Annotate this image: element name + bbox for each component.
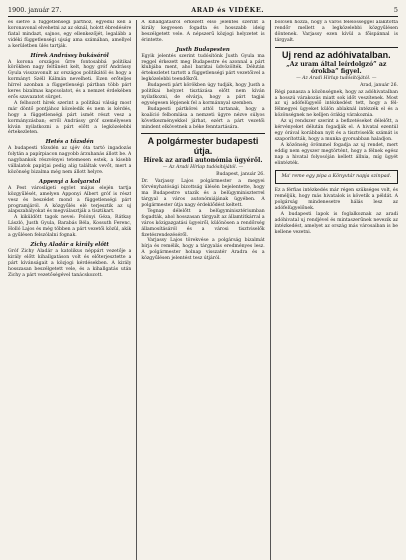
- article-text: Varjassy Lajos törekvése a polgárság bizalmát bírja és remélik, hogy a tárgyalás eredményes lesz. A polgármester holnap visszatér Aradra és a közgyűlésen jelentést tesz útjáról.: [141, 238, 265, 262]
- article-text: A Pest városligeti egylet május elején tartja közgyűlését, amelyen Apponyi Albert gróf is részt vesz és beszédet mond a függetlenségi párt programjáról. A közgyűlés elé terjesztik az uj alapszabályokat és megválasztják a tisztikart.: [8, 185, 132, 215]
- boxed-notice: Ma' reme egy pipa a Könyvtár napja szinpad.: [275, 170, 398, 184]
- article-text: Dr. Varjassy Lajos polgármester a megyei törvényhatósági bizottság ülésén bejelentette, hogy ma Budapestre utazik és a belügyminiszterrel tárgyal a város autonómiájának ügyében. A polgármester útja nagy érdeklődést keltett.: [141, 179, 265, 209]
- article-subheadline: „Az uram által leírdolgzó” az órokba” figyel.: [286, 60, 387, 75]
- article-text: A korona országos űrre fontosabbá politikai körökben nagy feltűnést kelt, hogy gróf Andrássy Gyula visszavonult az országos politikától és hogy a kormányt Széll Kálmán nevelheti. Ezen erőteljes hírrel azonban a függetlenségi pártban több párt keres bizalmas kapcsolatot, és a nemzet érdekében erős szavazatot sürget.: [8, 59, 132, 100]
- article-text: A kiküldött tagok nevei: Polónyi Géza, Rátkay László, Justh Gyula, Barabás Béla, Kossuth Ferenc, Holló Lajos és még többen a párt vezetői közül, akik a gyűlésen felszólalni fognak.: [8, 215, 132, 239]
- article-text: A felhozott hírek szerint a politikai válság most már döntő pontjához közeledik és nem is kérdés, hogy a függetlenségi párt ismét részt vesz a kormányzásban; erről Andrássy gróf személyesen kíván nyilatkozni a párt előtt a legközelebbi értekezleten.: [8, 100, 132, 136]
- article-text: Tegnap délelőtt a belügyminisztériumban fogadták, ahol hosszasan tárgyalt az államtitkárral a város közigazgatási ügyeiről, különösen a rendőrség államosításáról és a városi tisztviselők fizetésrendezéséről.: [141, 208, 265, 238]
- divider: [141, 133, 264, 134]
- article-text: Egyik jelentés szerint tudósítónk Justh Gyula ma reggel érkezett meg Budapestre és azonnal a párt klubjába ment, ahol barátai üdvözölték. Délután értekezletet tartott a függetlenségi párt vezetőivel a legközelebbi teendőkről.: [141, 53, 265, 83]
- page-number: 5: [393, 6, 398, 14]
- article-text: A budapesti lapok is foglalkoznak az aradi adóhivatal uj rendjével és mintaszerűnek nevezik az intézkedést, amelyet az ország más városaiban is be kellene vezetni.: [274, 212, 398, 235]
- section-heading: Justh Budapesten: [176, 46, 230, 53]
- article-text: bölcsen hozzá, hogy a város felelősséggel alakította rendőr mellett a legközelebbi közgyűlésen döntenek. Varjassy ezen kívül a főispánnal is tárgyalt.: [274, 20, 398, 43]
- article-text: és sietve a függetlenségi párthoz, egyedül kell a koronavonal elvehetni az az oknál, holott ébredésére fiatal mindazt, sajnos, egy ellenkezőjét, legalább a vidéki függetlenségi ujság ama számában, amellyel a kerületben ülés tartják.: [8, 20, 132, 49]
- section-heading: Hetés a tőzsdén: [45, 139, 94, 146]
- article-text: Régi panasza a közönségnek, hogy az adóhivatalban a hosszú várakozás miatt sok időt veszítenek. Most az uj adófelügyelő intézkedést tett, hogy a fél-félmegyei ügyeket külön ablaknál intézzék el és a közönségnek ne kelljen órákig várakoznia.: [274, 89, 398, 119]
- byline: — Az Aradi Hírlap tudósítójától. —: [296, 75, 377, 81]
- article-text: A közönség örömmel fogadja az uj rendet, mert eddig nem egyszer megtörtént, hogy a félnek egész nap a hivatal folyosóján kellett állnia, míg ügyét elintézték.: [274, 142, 398, 166]
- dateline: Arad, január 26.: [360, 82, 398, 88]
- newspaper-title: ARAD és VIDÉKE.: [191, 6, 265, 14]
- section-heading: Hírek Andrássy bukásáról: [30, 52, 109, 59]
- article-subheadline: Hírek az aradi autonómia ügyéről.: [143, 157, 263, 165]
- article-headline: Uj rend az adóhivatalban.: [282, 49, 391, 60]
- article-text: Az uj rendszer szerint a befizetéseket délelőtt, a kérvényeket délután fogadják el. A hivatal ezentúl egy órával korábban nyit és a tisztviselők számát is szaporították, hogy a munka gyorsabban haladjon.: [274, 119, 398, 142]
- issue-date: 1900. január 27.: [8, 6, 62, 14]
- columns: [8, 20, 398, 560]
- dateline: Budapest, január 26.: [216, 172, 265, 178]
- article-headline: A polgármester budapesti útja.: [147, 136, 259, 157]
- section-heading: Zichy Aladár a király előtt: [30, 242, 109, 248]
- divider: [275, 47, 398, 48]
- column-3: [270, 20, 398, 560]
- byline: — Az Aradi Hírlap tudósítójától. —: [162, 165, 244, 171]
- masthead: [8, 6, 398, 17]
- column-1: [8, 20, 131, 560]
- column-2: [136, 20, 264, 560]
- section-heading: Appenyi a kolyarstol: [38, 178, 101, 185]
- article-text: Budapesti párt körökben úgy tudják, hogy Justh a politikai helyzet tisztázása előtt nem kíván nyilatkozni, de elvárja, hogy a párt tagjai egységesen lépjenek fel a kormánnyal szemben.: [141, 83, 265, 106]
- article-text: A kihallgatásról érkezett első jelentés szerint a király kegyesen fogadta és hosszabb ideig beszélgetett vele. A népszerű közjogi helyzetet is érintette.: [141, 20, 265, 43]
- article-text: Budapesti pártkörei attól tartanak, hogy a koalíció felbomlása a nemzeti ügyre nézve súlyos következményekkel járhat, ezért a párt vezetői mindent elkövetnek a béke fenntartására.: [141, 106, 265, 130]
- article-text: Gróf Zichy Aladár a katolikus néppárt vezetője a király előtt kihallgatáson volt és előterjesztette a párt kívánságait a közjogi kérdésekben. A király hosszasan beszélgetett vele, és a kihallgatás után Zichy a párt vezetőségével tanácskozott.: [8, 249, 132, 278]
- article-text: A budapesti tőzsdén az ujév óta tartó ingadozás folytán a papírpiacon nagyobb árzuhanás állott be. A nagybankok részvényei tetemesen estek, a kisebb vállalatok papírjai pedig alig találtak vevőt, mert a közönség bizalma még nem állott helyre.: [8, 146, 132, 175]
- article-text: Ez a férfias intézkedés már régen szükséges volt, és reméljük, hogy más hivatalok is követik a példát. A polgárság mindenesetre hálás lesz az adófelügyelőnek.: [274, 188, 398, 212]
